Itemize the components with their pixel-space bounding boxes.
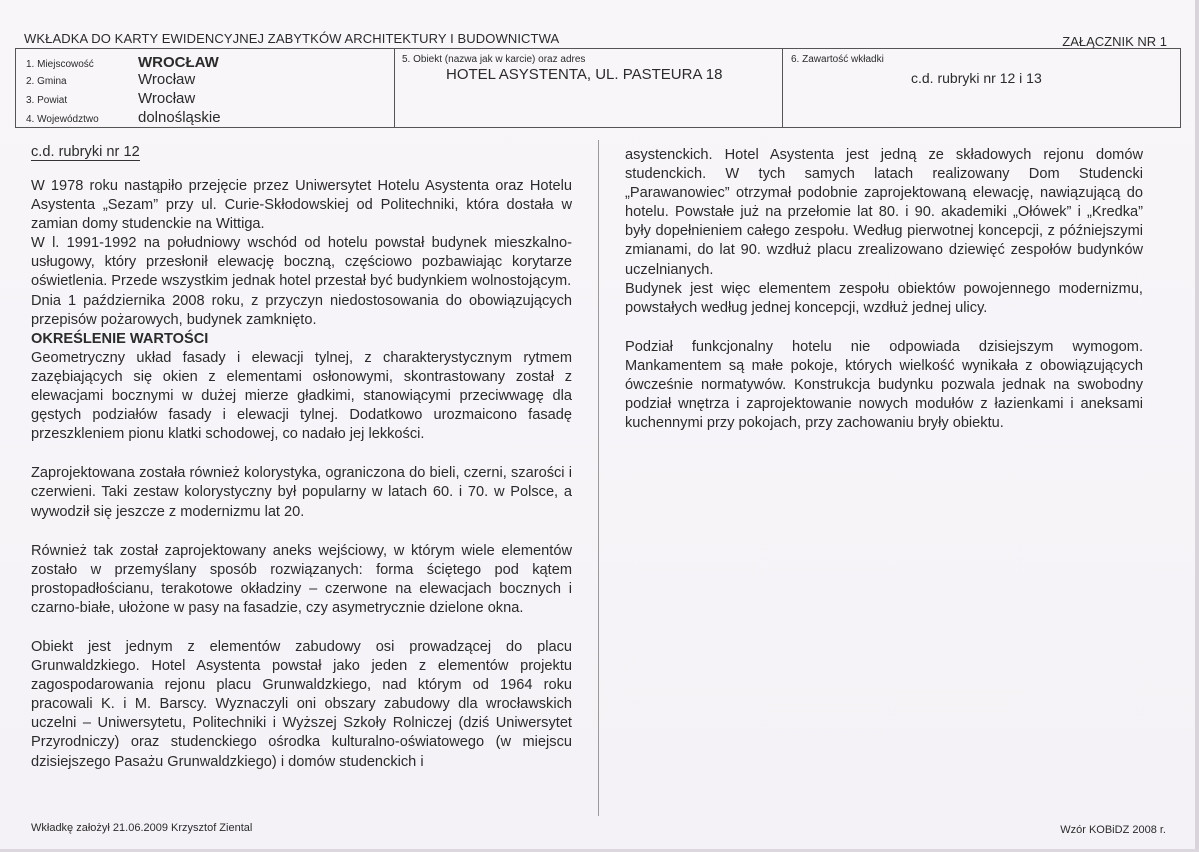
county-value: Wrocław [138,90,196,107]
paragraph: Również tak został zaprojektowany aneks wejściowy, w którym wiele elementów zostało w przemyślany sposób rozwiązanych: forma ściętego pod kątem prostopadłościanu, terakotowe okładziny – czerwone na elewacjach bocznych i czarno-białe, ułożone w pasy na fasadzie, czy asymetrycznie dzielone okna. [31,542,572,616]
paragraph: W l. 1991-1992 na południowy wschód od hotelu powstał budynek mieszkalno-usługowy, który przesłonił elewację boczną, częściowo pozbawiając korytarze oświetlenia. Przede wszystkim jednak hotel przestał być budynkiem wolnostojącym. [31,235,572,290]
contents-label: 6. Zawartość wkładki [791,54,884,65]
voivodeship-label: 4. Województwo [26,114,99,125]
paragraph: Podział funkcjonalny hotelu nie odpowiada dzisiejszym wymogom. Mankamentem są małe pokoje, których wielkość wynikała z obowiązujących ówcześnie normatywów. Konstrukcja budynku pozwala jednak na swobodny podział wnętrza i zaprojektowanie nowych modułów z łazienkami i aneksami kuchennymi przy pokojach, przy zachowaniu bryły obiektu. [625,338,1143,432]
paragraph: Obiekt jest jednym z elementów zabudowy osi prowadzącej do placu Grunwaldzkiego. Hotel Asystenta powstał jako jeden z elementów projektu zagospodarowania rejonu placu Grunwaldzkiego, nad którym od 1964 roku pracowali K. i M. Barscy. Wyznaczyli oni obszary zabudowy dla wrocławskich uczelni – Uniwersytetu, Politechniki i Wyższej Szkoły Rolniczej (dziś Uniwersytet Przyrodniczy) oraz studenckiego ośrodka kulturalno-oświatowego (w miejscu dzisiejszego Pasażu Grunwaldzkiego) i domów studenckich i [31,638,572,770]
county-label: 3. Powiat [26,95,68,106]
object-label: 5. Obiekt (nazwa jak w karcie) oraz adres [402,54,586,65]
paragraph: Dnia 1 października 2008 roku, z przyczyn niedostosowania do obowiązujących przepisów pożarowych, budynek zamknięto. [31,292,572,328]
paragraph: Zaprojektowana została również kolorystyka, ograniczona do bieli, czerni, szarości i czerwieni. Taki zestaw kolorystyczny był popularny w latach 60. i 70. w Polsce, a wywodził się jeszcze z modernizmu lat 20. [31,465,572,520]
continuation-heading: c.d. rubryki nr 12 [31,144,140,160]
town-label: 1. Miejscowość [26,59,94,70]
sheet-edge [1195,0,1199,852]
header-table [15,48,1181,128]
object-value: HOTEL ASYSTENTA, UL. PASTEURA 18 [446,66,723,83]
author-footer: Wkładkę założył 21.06.2009 Krzysztof Ziental [31,822,253,834]
section-heading: OKREŚLENIE WARTOŚCI [31,330,209,347]
left-text-column [31,143,572,772]
paragraph-gap [31,618,572,638]
right-text-column [625,146,1143,433]
card-title: WKŁADKA DO KARTY EWIDENCYJNEJ ZABYTKÓW ARCHITEKTURY I BUDOWNICTWA [24,31,560,46]
paragraph: asystenckich. Hotel Asystenta jest jedną ze składowych rejonu domów studenckich. W tych samych latach realizowany Dom Studencki „Parawanowiec” otrzymał podobnie zaprojektowaną elewację, nawiązującą do hotelu. Powstałe już na przełomie lat 80. i 90. akademiki „Ołówek” i „Kredka” były dopełnieniem całego zespołu. Według pierwotnej koncepcji, z późniejszymi zmianami, do lat 90. wzdłuż placu zrealizowano dziewięć zespołów budynków uczelnianych. [625,147,1143,278]
column-divider [394,49,395,127]
column-divider [782,49,783,127]
voivodeship-value: dolnośląskie [138,109,221,126]
paragraph-gap [31,522,572,542]
annex-label: ZAŁĄCZNIK NR 1 [1062,34,1167,49]
contents-value: c.d. rubryki nr 12 i 13 [911,70,1042,86]
paragraph: Budynek jest więc elementem zespołu obiektów powojennego modernizmu, powstałych według jednej koncepcji, wzdłuż jednej ulicy. [625,280,1143,316]
commune-value: Wrocław [138,71,196,88]
town-value: WROCŁAW [138,54,219,71]
paragraph: W 1978 roku nastąpiło przejęcie przez Uniwersytet Hotelu Asystenta oraz Hotelu Asystenta „Sezam” przy ul. Curie-Skłodowskiej od Politechniki, która dostała w zamian domy studenckie na Wittiga. [31,178,572,233]
paragraph: Geometryczny układ fasady i elewacji tylnej, z charakterystycznym rytmem zazębiających się okien z elementami osłonowymi, skontrastowany został z elewacjami bocznymi w dużej mierze gładkimi, stanowiącymi przeciwwagę dla gęstych podziałów fasady i elewacji tylnej. Dodatkowo urozmaicono fasadę przeszkleniem pionu klatki schodowej, co nadało jej lekkości. [31,349,572,443]
paragraph-gap [625,318,1143,338]
template-footer: Wzór KOBiDZ 2008 r. [1060,824,1166,836]
column-separator [598,140,599,816]
paragraph-gap [31,444,572,464]
commune-label: 2. Gmina [26,76,67,87]
